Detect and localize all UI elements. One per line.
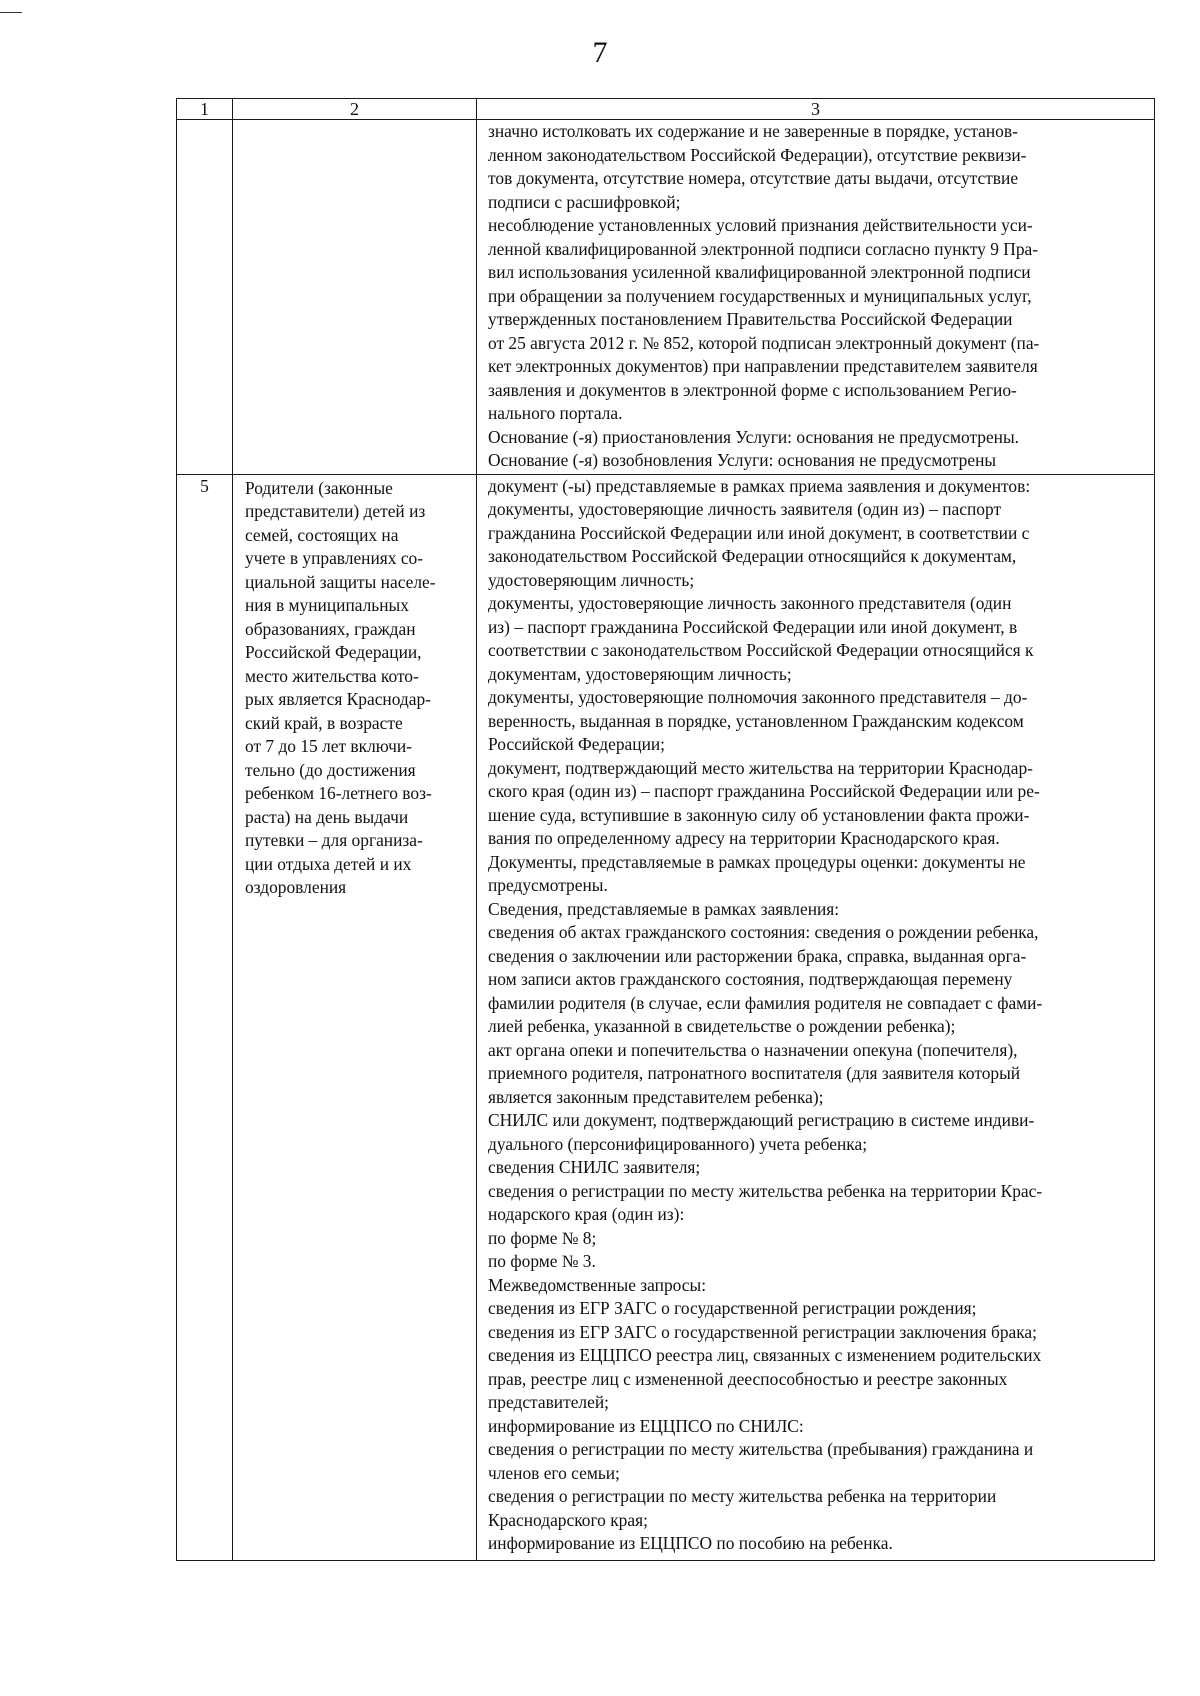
documents-line: сведения о регистрации по месту жительства ребенка на территории Крас- <box>488 1180 1043 1201</box>
continuation-text-line: утвержденных постановлением Правительства Российской Федерации <box>488 309 1013 329</box>
applicant-category-line: Родители (законные <box>245 477 393 498</box>
documents-line: документы, удостоверяющие полномочия законного представителя – до- <box>488 687 1028 707</box>
applicant-category-line: образованиях, граждан <box>245 618 416 639</box>
applicant-category-line: тельно (до достижения <box>245 759 416 780</box>
documents-line: удостоверяющим личность; <box>488 569 695 590</box>
documents-line: Сведения, представляемые в рамках заявления: <box>488 898 840 919</box>
continuation-text-line: тов документа, отсутствие номера, отсутствие даты выдачи, отсутствие <box>488 168 1019 188</box>
documents-line: СНИЛС или документ, подтверждающий регистрацию в системе индиви- <box>488 1110 1035 1130</box>
documents-line: сведения из ЕГР ЗАГС о государственной регистрации рождения; <box>488 1298 977 1318</box>
documents-line: документ (-ы) представляемые в рамках приема заявления и документов: <box>488 475 1031 496</box>
documents-line: информирование из ЕЦЦПСО по пособию на ребенка. <box>488 1533 893 1553</box>
documents-line: представителей; <box>488 1392 609 1412</box>
continuation-text-line: ленном законодательством Российской Федерации), отсутствие реквизи- <box>488 144 1027 165</box>
margin-mark <box>0 12 22 13</box>
documents-text <box>477 475 1154 1560</box>
applicant-category-line: рых является Краснодар- <box>245 689 431 709</box>
applicant-category-line: место жительства кото- <box>245 665 419 686</box>
header-col-1: 1 <box>177 99 233 120</box>
header-col-2: 2 <box>233 99 477 120</box>
documents-line: законодательством Российской Федерации относящийся к документам, <box>488 546 1017 566</box>
continuation-text-line: подписи с расшифровкой; <box>488 191 681 212</box>
documents-line: вания по определенному адресу на территории Краснодарского края. <box>488 828 1000 848</box>
documents-line: шение суда, вступившие в законную силу об установлении факта прожи- <box>488 804 1030 825</box>
documents-line: сведения о заключении или расторжении брака, справка, выданная орга- <box>488 945 1027 966</box>
documents-line: из) – паспорт гражданина Российской Федерации или иной документ, в <box>488 616 1018 637</box>
documents-line: фамилии родителя (в случае, если фамилия родителя не совпадает с фами- <box>488 992 1043 1013</box>
continuation-col-3 <box>477 120 1155 475</box>
documents-line: документы, удостоверяющие личность законного представителя (один <box>488 593 1012 613</box>
applicant-category-line: раста) на день выдачи <box>245 806 409 827</box>
continuation-col-2 <box>233 120 477 475</box>
continuation-col-1 <box>177 120 233 475</box>
applicant-category-line: от 7 до 15 лет включи- <box>245 736 412 756</box>
applicant-category-line: представители) детей из <box>245 501 426 521</box>
continuation-text-line: от 25 августа 2012 г. № 852, которой подписан электронный документ (па- <box>488 332 1040 353</box>
documents-line: сведения об актах гражданского состояния: сведения о рождении ребенка, <box>488 922 1039 942</box>
row5-col-2 <box>233 474 477 1560</box>
documents-line: прав, реестре лиц с измененной дееспособностью и реестре законных <box>488 1368 1008 1389</box>
documents-line: документам, удостоверяющим личность; <box>488 663 792 684</box>
header-col-3: 3 <box>477 99 1155 120</box>
applicant-category-line: ции отдыха детей и их <box>245 853 412 874</box>
documents-line: информирование из ЕЦЦПСО по СНИЛС: <box>488 1415 804 1436</box>
applicant-category-line: Российской Федерации, <box>245 642 422 662</box>
documents-line: соответствии с законодательством Российской Федерации относящийся к <box>488 640 1034 660</box>
documents-line: сведения о регистрации по месту жительства (пребывания) гражданина и <box>488 1439 1034 1459</box>
table-row-5 <box>177 474 1155 1560</box>
documents-line: Краснодарского края; <box>488 1509 648 1530</box>
applicant-category-line: циальной защиты населе- <box>245 571 436 592</box>
applicant-category-line: ния в муниципальных <box>245 595 409 615</box>
documents-line: лией ребенка, указанной в свидетельстве о рождении ребенка); <box>488 1016 956 1036</box>
documents-line: дуального (персонифицированного) учета ребенка; <box>488 1133 868 1154</box>
documents-line: сведения СНИЛС заявителя; <box>488 1157 701 1177</box>
documents-line: по форме № 8; <box>488 1227 597 1248</box>
continuation-text-line: Основание (-я) возобновления Услуги: основания не предусмотрены <box>488 450 997 470</box>
documents-line: сведения из ЕЦЦПСО реестра лиц, связанных с изменением родительских <box>488 1345 1042 1365</box>
continuation-text-line: значно истолковать их содержание и не заверенные в порядке, установ- <box>488 121 1018 141</box>
row5-col-3 <box>477 474 1155 1560</box>
continuation-text-line: заявления и документов в электронной форме с использованием Регио- <box>488 379 1017 400</box>
applicant-category-line: семей, состоящих на <box>245 524 399 545</box>
documents-line: документы, удостоверяющие личность заявителя (один из) – паспорт <box>488 499 1002 519</box>
documents-line: сведения о регистрации по месту жительства ребенка на территории <box>488 1486 997 1506</box>
continuation-text-line: ленной квалифицированной электронной подписи согласно пункту 9 Пра- <box>488 238 1039 259</box>
documents-line: Документы, представляемые в рамках процедуры оценки: документы не <box>488 851 1026 872</box>
documents-line: нодарского края (один из): <box>488 1204 685 1224</box>
continuation-text-line: вил использования усиленной квалифицированной электронной подписи <box>488 262 1031 282</box>
documents-line: ского края (один из) – паспорт гражданина Российской Федерации или ре- <box>488 781 1040 801</box>
documents-line: Российской Федерации; <box>488 734 666 754</box>
documents-line: документ, подтверждающий место жительства на территории Краснодар- <box>488 757 1033 778</box>
documents-line: веренность, выданная в порядке, установленном Гражданским кодексом <box>488 710 1024 731</box>
documents-line: сведения из ЕГР ЗАГС о государственной регистрации заключения брака; <box>488 1321 1037 1342</box>
applicant-category-line: ский край, в возрасте <box>245 712 403 733</box>
row-number: 5 <box>177 474 233 1560</box>
continuation-text-line: кет электронных документов) при направлении представителем заявителя <box>488 356 1038 376</box>
documents-line: является законным представителем ребенка); <box>488 1086 824 1107</box>
applicant-category-line: оздоровления <box>245 877 347 897</box>
documents-line: по форме № 3. <box>488 1251 596 1271</box>
documents-line: приемного родителя, патронатного воспитателя (для заявителя который <box>488 1063 1021 1083</box>
applicant-category-text <box>233 475 476 900</box>
documents-line: акт органа опеки и попечительства о назначении опекуна (попечителя), <box>488 1039 1018 1060</box>
header-row <box>177 99 1155 120</box>
services-table <box>176 98 1155 1561</box>
continuation-text-line: нального портала. <box>488 403 623 423</box>
documents-line: предусмотрены. <box>488 875 608 895</box>
documents-line: ном записи актов гражданского состояния, подтверждающая перемену <box>488 969 1013 989</box>
applicant-category-line: учете в управлениях со- <box>245 548 424 568</box>
documents-line: членов его семьи; <box>488 1462 620 1483</box>
continuation-row <box>177 120 1155 475</box>
continuation-text-line: при обращении за получением государственных и муниципальных услуг, <box>488 285 1032 306</box>
applicant-category-line: путевки – для организа- <box>245 830 423 850</box>
continuation-text-line: несоблюдение установленных условий признания действительности уси- <box>488 215 1033 235</box>
documents-line: Межведомственные запросы: <box>488 1274 707 1295</box>
page-number: 7 <box>592 36 608 69</box>
applicant-category-line: ребенком 16-летнего воз- <box>245 783 432 803</box>
continuation-text-line: Основание (-я) приостановления Услуги: основания не предусмотрены. <box>488 426 1020 447</box>
continuation-text <box>477 120 1154 474</box>
documents-line: гражданина Российской Федерации или иной документ, в соответствии с <box>488 522 1030 543</box>
